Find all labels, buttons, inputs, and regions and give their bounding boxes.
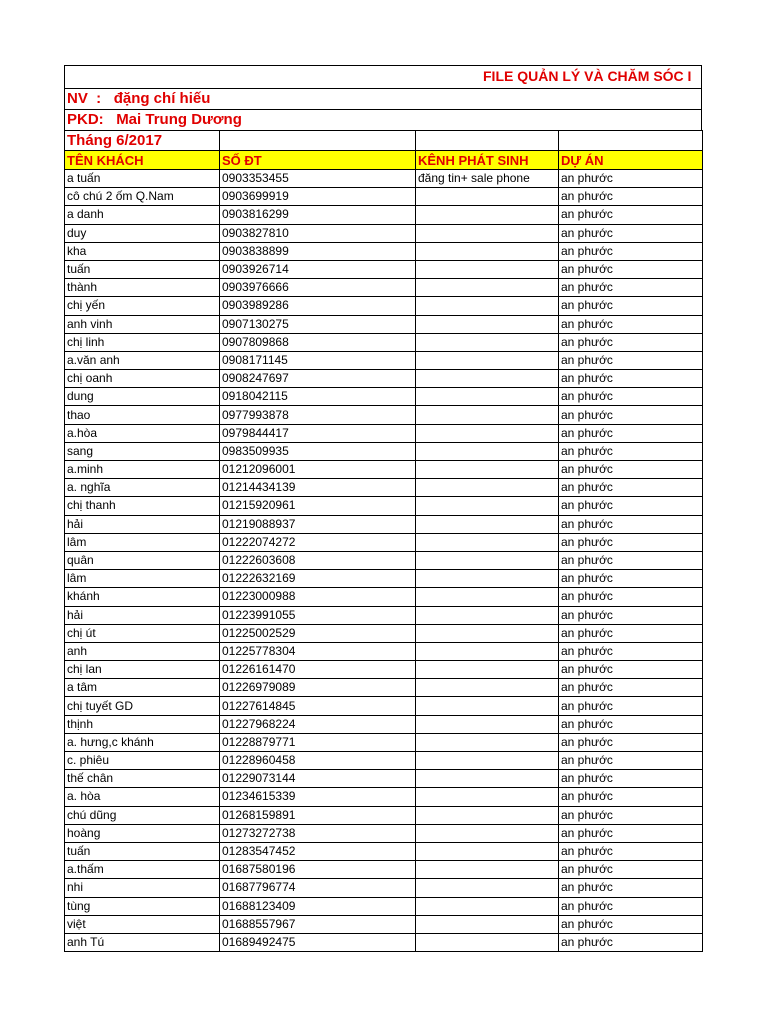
table-row: [65, 824, 703, 842]
project-cell[interactable]: an phước: [559, 370, 703, 388]
customer-name-cell[interactable]: việt: [65, 915, 220, 933]
customer-name-cell[interactable]: chị tuyết GD: [65, 697, 220, 715]
phone-cell[interactable]: 0903838899: [220, 242, 416, 260]
phone-cell[interactable]: 0907130275: [220, 315, 416, 333]
channel-cell[interactable]: [416, 406, 559, 424]
channel-cell[interactable]: [416, 370, 559, 388]
channel-cell[interactable]: [416, 642, 559, 660]
phone-cell[interactable]: 0907809868: [220, 333, 416, 351]
customer-name-cell[interactable]: anh: [65, 642, 220, 660]
table-row: [65, 588, 703, 606]
table-row: [65, 897, 703, 915]
phone-cell[interactable]: 0903827810: [220, 224, 416, 242]
phone-cell[interactable]: 0903989286: [220, 297, 416, 315]
project-cell[interactable]: an phước: [559, 315, 703, 333]
phone-cell[interactable]: 01268159891: [220, 806, 416, 824]
project-cell[interactable]: an phước: [559, 661, 703, 679]
channel-cell[interactable]: [416, 679, 559, 697]
phone-cell[interactable]: 0983509935: [220, 442, 416, 460]
channel-cell[interactable]: [416, 515, 559, 533]
customer-name-cell[interactable]: nhi: [65, 879, 220, 897]
phone-cell[interactable]: 01225778304: [220, 642, 416, 660]
table-row: [65, 461, 703, 479]
channel-cell[interactable]: [416, 461, 559, 479]
project-cell[interactable]: an phước: [559, 770, 703, 788]
table-row: [65, 370, 703, 388]
channel-cell[interactable]: [416, 624, 559, 642]
table-row: [65, 206, 703, 224]
channel-cell[interactable]: [416, 806, 559, 824]
pkd-row: [64, 109, 702, 130]
channel-cell[interactable]: [416, 842, 559, 860]
channel-cell[interactable]: [416, 733, 559, 751]
project-cell[interactable]: an phước: [559, 588, 703, 606]
customer-name-cell[interactable]: duy: [65, 224, 220, 242]
customer-name-cell[interactable]: dung: [65, 388, 220, 406]
customer-name-cell[interactable]: a. nghĩa: [65, 479, 220, 497]
table-row: [65, 752, 703, 770]
table-row: [65, 879, 703, 897]
table-row: [65, 224, 703, 242]
phone-cell[interactable]: 0918042115: [220, 388, 416, 406]
customer-table: [64, 130, 703, 952]
channel-cell[interactable]: [416, 224, 559, 242]
phone-cell[interactable]: 01283547452: [220, 842, 416, 860]
phone-cell[interactable]: 01688557967: [220, 915, 416, 933]
customer-name-cell[interactable]: chị linh: [65, 333, 220, 351]
project-cell[interactable]: an phước: [559, 861, 703, 879]
phone-cell[interactable]: 01222632169: [220, 570, 416, 588]
empty-cell[interactable]: [559, 131, 703, 151]
channel-cell[interactable]: [416, 279, 559, 297]
project-cell[interactable]: an phước: [559, 933, 703, 951]
table-row: [65, 315, 703, 333]
channel-cell[interactable]: [416, 588, 559, 606]
customer-name-cell[interactable]: a danh: [65, 206, 220, 224]
project-cell[interactable]: an phước: [559, 260, 703, 278]
channel-cell[interactable]: [416, 479, 559, 497]
project-cell[interactable]: an phước: [559, 806, 703, 824]
channel-cell[interactable]: [416, 861, 559, 879]
nv-name: đặng chí hiếu: [113, 90, 211, 107]
project-cell[interactable]: an phước: [559, 897, 703, 915]
table-row: [65, 351, 703, 369]
phone-cell[interactable]: 01215920961: [220, 497, 416, 515]
project-cell[interactable]: an phước: [559, 624, 703, 642]
table-row: [65, 606, 703, 624]
phone-cell[interactable]: 01687580196: [220, 861, 416, 879]
customer-name-cell[interactable]: a. hưng,c khánh: [65, 733, 220, 751]
channel-cell[interactable]: [416, 915, 559, 933]
phone-cell[interactable]: 01226161470: [220, 661, 416, 679]
table-row: [65, 170, 703, 188]
project-cell[interactable]: an phước: [559, 424, 703, 442]
project-cell[interactable]: an phước: [559, 788, 703, 806]
project-cell[interactable]: an phước: [559, 206, 703, 224]
phone-cell[interactable]: 01222603608: [220, 551, 416, 569]
channel-cell[interactable]: [416, 242, 559, 260]
customer-name-cell[interactable]: a tâm: [65, 679, 220, 697]
channel-cell[interactable]: [416, 715, 559, 733]
project-cell[interactable]: an phước: [559, 170, 703, 188]
empty-cell[interactable]: [416, 131, 559, 151]
customer-name-cell[interactable]: chị oanh: [65, 370, 220, 388]
customer-name-cell[interactable]: thao: [65, 406, 220, 424]
project-cell[interactable]: an phước: [559, 242, 703, 260]
project-cell[interactable]: an phước: [559, 715, 703, 733]
customer-name-cell[interactable]: quân: [65, 551, 220, 569]
table-row: [65, 388, 703, 406]
phone-cell[interactable]: 01228879771: [220, 733, 416, 751]
project-cell[interactable]: an phước: [559, 697, 703, 715]
phone-cell[interactable]: 01222074272: [220, 533, 416, 551]
header-phone[interactable]: SỐ ĐT: [220, 151, 416, 170]
customer-name-cell[interactable]: anh Tú: [65, 933, 220, 951]
project-cell[interactable]: an phước: [559, 606, 703, 624]
table-row: [65, 515, 703, 533]
phone-cell[interactable]: 0903816299: [220, 206, 416, 224]
project-cell[interactable]: an phước: [559, 824, 703, 842]
table-row: [65, 624, 703, 642]
channel-cell[interactable]: [416, 442, 559, 460]
customer-name-cell[interactable]: kha: [65, 242, 220, 260]
customer-name-cell[interactable]: sang: [65, 442, 220, 460]
project-cell[interactable]: an phước: [559, 679, 703, 697]
phone-cell[interactable]: 0903699919: [220, 188, 416, 206]
phone-cell[interactable]: 0908171145: [220, 351, 416, 369]
customer-name-cell[interactable]: khánh: [65, 588, 220, 606]
phone-cell[interactable]: 0908247697: [220, 370, 416, 388]
project-cell[interactable]: an phước: [559, 279, 703, 297]
channel-cell[interactable]: [416, 497, 559, 515]
table-row: [65, 733, 703, 751]
pkd-label: PKD:: [67, 111, 104, 128]
table-row: [65, 497, 703, 515]
channel-cell[interactable]: [416, 424, 559, 442]
title-row: [64, 65, 702, 88]
phone-cell[interactable]: 01687796774: [220, 879, 416, 897]
project-cell[interactable]: an phước: [559, 188, 703, 206]
table-row: [65, 424, 703, 442]
customer-name-cell[interactable]: c. phiêu: [65, 752, 220, 770]
project-cell[interactable]: an phước: [559, 570, 703, 588]
channel-cell[interactable]: [416, 697, 559, 715]
project-cell[interactable]: an phước: [559, 533, 703, 551]
customer-name-cell[interactable]: hoàng: [65, 824, 220, 842]
project-cell[interactable]: an phước: [559, 842, 703, 860]
phone-cell[interactable]: 0979844417: [220, 424, 416, 442]
header-customer-name[interactable]: TÊN KHÁCH: [65, 151, 220, 170]
customer-name-cell[interactable]: a.minh: [65, 461, 220, 479]
table-row: [65, 933, 703, 951]
phone-cell[interactable]: 01228960458: [220, 752, 416, 770]
phone-cell[interactable]: 01226979089: [220, 679, 416, 697]
project-cell[interactable]: an phước: [559, 461, 703, 479]
table-row: [65, 442, 703, 460]
channel-cell[interactable]: [416, 570, 559, 588]
project-cell[interactable]: an phước: [559, 442, 703, 460]
phone-cell[interactable]: 01225002529: [220, 624, 416, 642]
table-row: [65, 661, 703, 679]
nv-row: [64, 88, 702, 109]
phone-cell[interactable]: 0903926714: [220, 260, 416, 278]
channel-cell[interactable]: [416, 297, 559, 315]
phone-cell[interactable]: 01219088937: [220, 515, 416, 533]
empty-cell[interactable]: [220, 131, 416, 151]
customer-name-cell[interactable]: a. hòa: [65, 788, 220, 806]
channel-cell[interactable]: [416, 897, 559, 915]
project-cell[interactable]: an phước: [559, 479, 703, 497]
customer-name-cell[interactable]: chị yến: [65, 297, 220, 315]
channel-cell[interactable]: [416, 770, 559, 788]
customer-name-cell[interactable]: hải: [65, 606, 220, 624]
channel-cell[interactable]: [416, 606, 559, 624]
header-row: [65, 151, 703, 170]
channel-cell[interactable]: [416, 551, 559, 569]
project-cell[interactable]: an phước: [559, 551, 703, 569]
table-row: [65, 533, 703, 551]
channel-cell[interactable]: [416, 351, 559, 369]
customer-name-cell[interactable]: hải: [65, 515, 220, 533]
table-row: [65, 279, 703, 297]
project-cell[interactable]: an phước: [559, 406, 703, 424]
phone-cell[interactable]: 01689492475: [220, 933, 416, 951]
customer-name-cell[interactable]: a.hòa: [65, 424, 220, 442]
project-cell[interactable]: an phước: [559, 515, 703, 533]
table-row: [65, 679, 703, 697]
phone-cell[interactable]: 01227614845: [220, 697, 416, 715]
customer-name-cell[interactable]: chị thanh: [65, 497, 220, 515]
project-cell[interactable]: an phước: [559, 642, 703, 660]
project-cell[interactable]: an phước: [559, 224, 703, 242]
project-cell[interactable]: an phước: [559, 752, 703, 770]
table-row: [65, 570, 703, 588]
project-cell[interactable]: an phước: [559, 297, 703, 315]
channel-cell[interactable]: đăng tin+ sale phone: [416, 170, 559, 188]
channel-cell[interactable]: [416, 260, 559, 278]
channel-cell[interactable]: [416, 533, 559, 551]
channel-cell[interactable]: [416, 315, 559, 333]
project-cell[interactable]: an phước: [559, 879, 703, 897]
customer-name-cell[interactable]: a tuấn: [65, 170, 220, 188]
customer-name-cell[interactable]: a.văn anh: [65, 351, 220, 369]
table-row: [65, 260, 703, 278]
customer-name-cell[interactable]: thịnh: [65, 715, 220, 733]
customer-name-cell[interactable]: tuấn: [65, 842, 220, 860]
customer-name-cell[interactable]: anh vinh: [65, 315, 220, 333]
phone-cell[interactable]: 01223991055: [220, 606, 416, 624]
month-cell[interactable]: Tháng 6/2017: [65, 131, 220, 151]
customer-name-cell[interactable]: thế chân: [65, 770, 220, 788]
channel-cell[interactable]: [416, 752, 559, 770]
channel-cell[interactable]: [416, 879, 559, 897]
table-row: [65, 915, 703, 933]
project-cell[interactable]: an phước: [559, 351, 703, 369]
header-channel[interactable]: KÊNH PHÁT SINH: [416, 151, 559, 170]
customer-name-cell[interactable]: chị lan: [65, 661, 220, 679]
channel-cell[interactable]: [416, 933, 559, 951]
table-row: [65, 242, 703, 260]
channel-cell[interactable]: [416, 388, 559, 406]
customer-name-cell[interactable]: a.thấm: [65, 861, 220, 879]
month-row: [65, 131, 703, 151]
channel-cell[interactable]: [416, 661, 559, 679]
customer-name-cell[interactable]: cô chú 2 ốm Q.Nam: [65, 188, 220, 206]
sheet-title: FILE QUẢN LÝ VÀ CHĂM SÓC I: [483, 68, 692, 84]
phone-cell[interactable]: 0903976666: [220, 279, 416, 297]
project-cell[interactable]: an phước: [559, 497, 703, 515]
table-row: [65, 642, 703, 660]
project-cell[interactable]: an phước: [559, 915, 703, 933]
table-row: [65, 551, 703, 569]
table-row: [65, 297, 703, 315]
customer-name-cell[interactable]: tuấn: [65, 260, 220, 278]
spreadsheet: [64, 65, 702, 952]
table-row: [65, 188, 703, 206]
table-row: [65, 788, 703, 806]
table-row: [65, 479, 703, 497]
nv-label: NV :: [67, 90, 102, 107]
phone-cell[interactable]: 01212096001: [220, 461, 416, 479]
phone-cell[interactable]: 0977993878: [220, 406, 416, 424]
table-row: [65, 770, 703, 788]
customer-name-cell[interactable]: chú dũng: [65, 806, 220, 824]
table-row: [65, 842, 703, 860]
phone-cell[interactable]: 0903353455: [220, 170, 416, 188]
customer-name-cell[interactable]: chị út: [65, 624, 220, 642]
channel-cell[interactable]: [416, 188, 559, 206]
customer-name-cell[interactable]: thành: [65, 279, 220, 297]
project-cell[interactable]: an phước: [559, 388, 703, 406]
pkd-name: Mai Trung Dương: [116, 111, 242, 128]
header-project[interactable]: DỰ ÁN: [559, 151, 703, 170]
table-row: [65, 861, 703, 879]
project-cell[interactable]: an phước: [559, 733, 703, 751]
project-cell[interactable]: an phước: [559, 333, 703, 351]
customer-name-cell[interactable]: lâm: [65, 533, 220, 551]
table-row: [65, 697, 703, 715]
phone-cell[interactable]: 01688123409: [220, 897, 416, 915]
phone-cell[interactable]: 01234615339: [220, 788, 416, 806]
table-row: [65, 715, 703, 733]
phone-cell[interactable]: 01223000988: [220, 588, 416, 606]
phone-cell[interactable]: 01229073144: [220, 770, 416, 788]
phone-cell[interactable]: 01227968224: [220, 715, 416, 733]
customer-name-cell[interactable]: lâm: [65, 570, 220, 588]
phone-cell[interactable]: 01214434139: [220, 479, 416, 497]
table-row: [65, 333, 703, 351]
channel-cell[interactable]: [416, 333, 559, 351]
channel-cell[interactable]: [416, 206, 559, 224]
table-row: [65, 806, 703, 824]
phone-cell[interactable]: 01273272738: [220, 824, 416, 842]
table-row: [65, 406, 703, 424]
customer-name-cell[interactable]: tùng: [65, 897, 220, 915]
channel-cell[interactable]: [416, 788, 559, 806]
channel-cell[interactable]: [416, 824, 559, 842]
